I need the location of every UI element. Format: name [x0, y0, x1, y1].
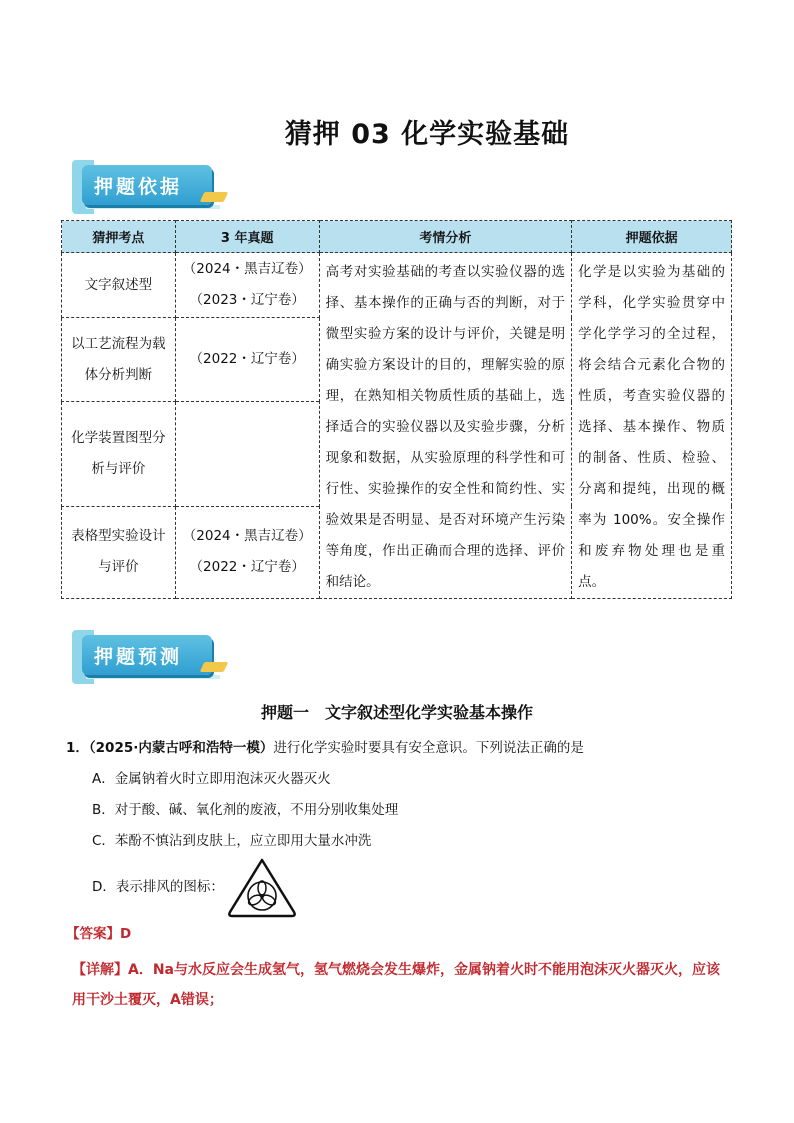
section-banner-predict [72, 630, 226, 684]
exhaust-fan-icon [226, 856, 298, 918]
pencil-icon [200, 662, 229, 672]
table-header: 押题依据 [572, 221, 732, 253]
table-row [62, 253, 732, 318]
banner-label: 押题预测 [94, 646, 183, 668]
years-cell: （2024・黑吉辽卷） （2022・辽宁卷） [175, 506, 319, 598]
banner-label: 押题依据 [94, 176, 183, 198]
topic-cell: 以工艺流程为载体分析判断 [62, 318, 176, 402]
section-banner-basis [72, 160, 226, 214]
years-cell: （2024・黑吉辽卷） （2023・辽宁卷） [175, 253, 319, 318]
analysis-cell: 高考对实验基础的考查以实验仪器的选择、基本操作的正确与否的判断，对于微型实验方案的设计与评价，关键是明确实验方案设计的目的，理解实验的原理，在熟知相关物质性质的基础上，选择适合的实验仪器以及实验步骤，分析现象和数据，从实验原理的科学性和可行性、实验操作的安全性和简约性、实验效果是否明显、是否对环境产生污染等角度，作出正确而合理的选择、评价和结论。 [319, 253, 572, 599]
pencil-icon [200, 192, 229, 202]
section-heading: 押题一 文字叙述型化学实验基本操作 [260, 703, 533, 722]
years-cell: （2022・辽宁卷） [175, 318, 319, 402]
option-d: D．表示排风的图标： [92, 879, 224, 895]
table-header: 考情分析 [319, 221, 572, 253]
explanation: 【详解】A．Na与水反应会生成氢气，氢气燃烧会发生爆炸，金属钠着火时不能用泡沫灭火器灭火，应该用干沙土覆灭，A错误； [72, 962, 720, 1008]
topic-cell: 化学装置图型分析与评价 [62, 402, 176, 506]
option-a: A．金属钠着火时立即用泡沫灭火器灭火 [92, 771, 331, 787]
option-c: C．苯酚不慎沾到皮肤上，应立即用大量水冲洗 [92, 833, 372, 849]
table-header: 3 年真题 [175, 221, 319, 253]
basis-cell: 化学是以实验为基础的学科，化学实验贯穿中学化学学习的全过程，将会结合元素化合物的性质，考查实验仪器的选择、基本操作、物质的制备、性质、检验、分离和提纯，出现的概率为 100%。安全操作和废弃物处理也是重点。 [572, 253, 732, 599]
option-b: B．对于酸、碱、氧化剂的废液，不用分别收集处理 [92, 802, 399, 818]
question-stem: 1．（2025·内蒙古呼和浩特一模）进行化学实验时要具有安全意识。下列说法正确的是 [66, 740, 584, 756]
topic-cell: 文字叙述型 [62, 253, 176, 318]
answer-line: 【答案】D [66, 926, 132, 942]
page-title: 猜押 03 化学实验基础 [284, 119, 570, 150]
table-header-row [62, 221, 732, 253]
table-header: 猜押考点 [62, 221, 176, 253]
years-cell [175, 402, 319, 506]
topic-cell: 表格型实验设计与评价 [62, 506, 176, 598]
basis-table [61, 220, 732, 599]
